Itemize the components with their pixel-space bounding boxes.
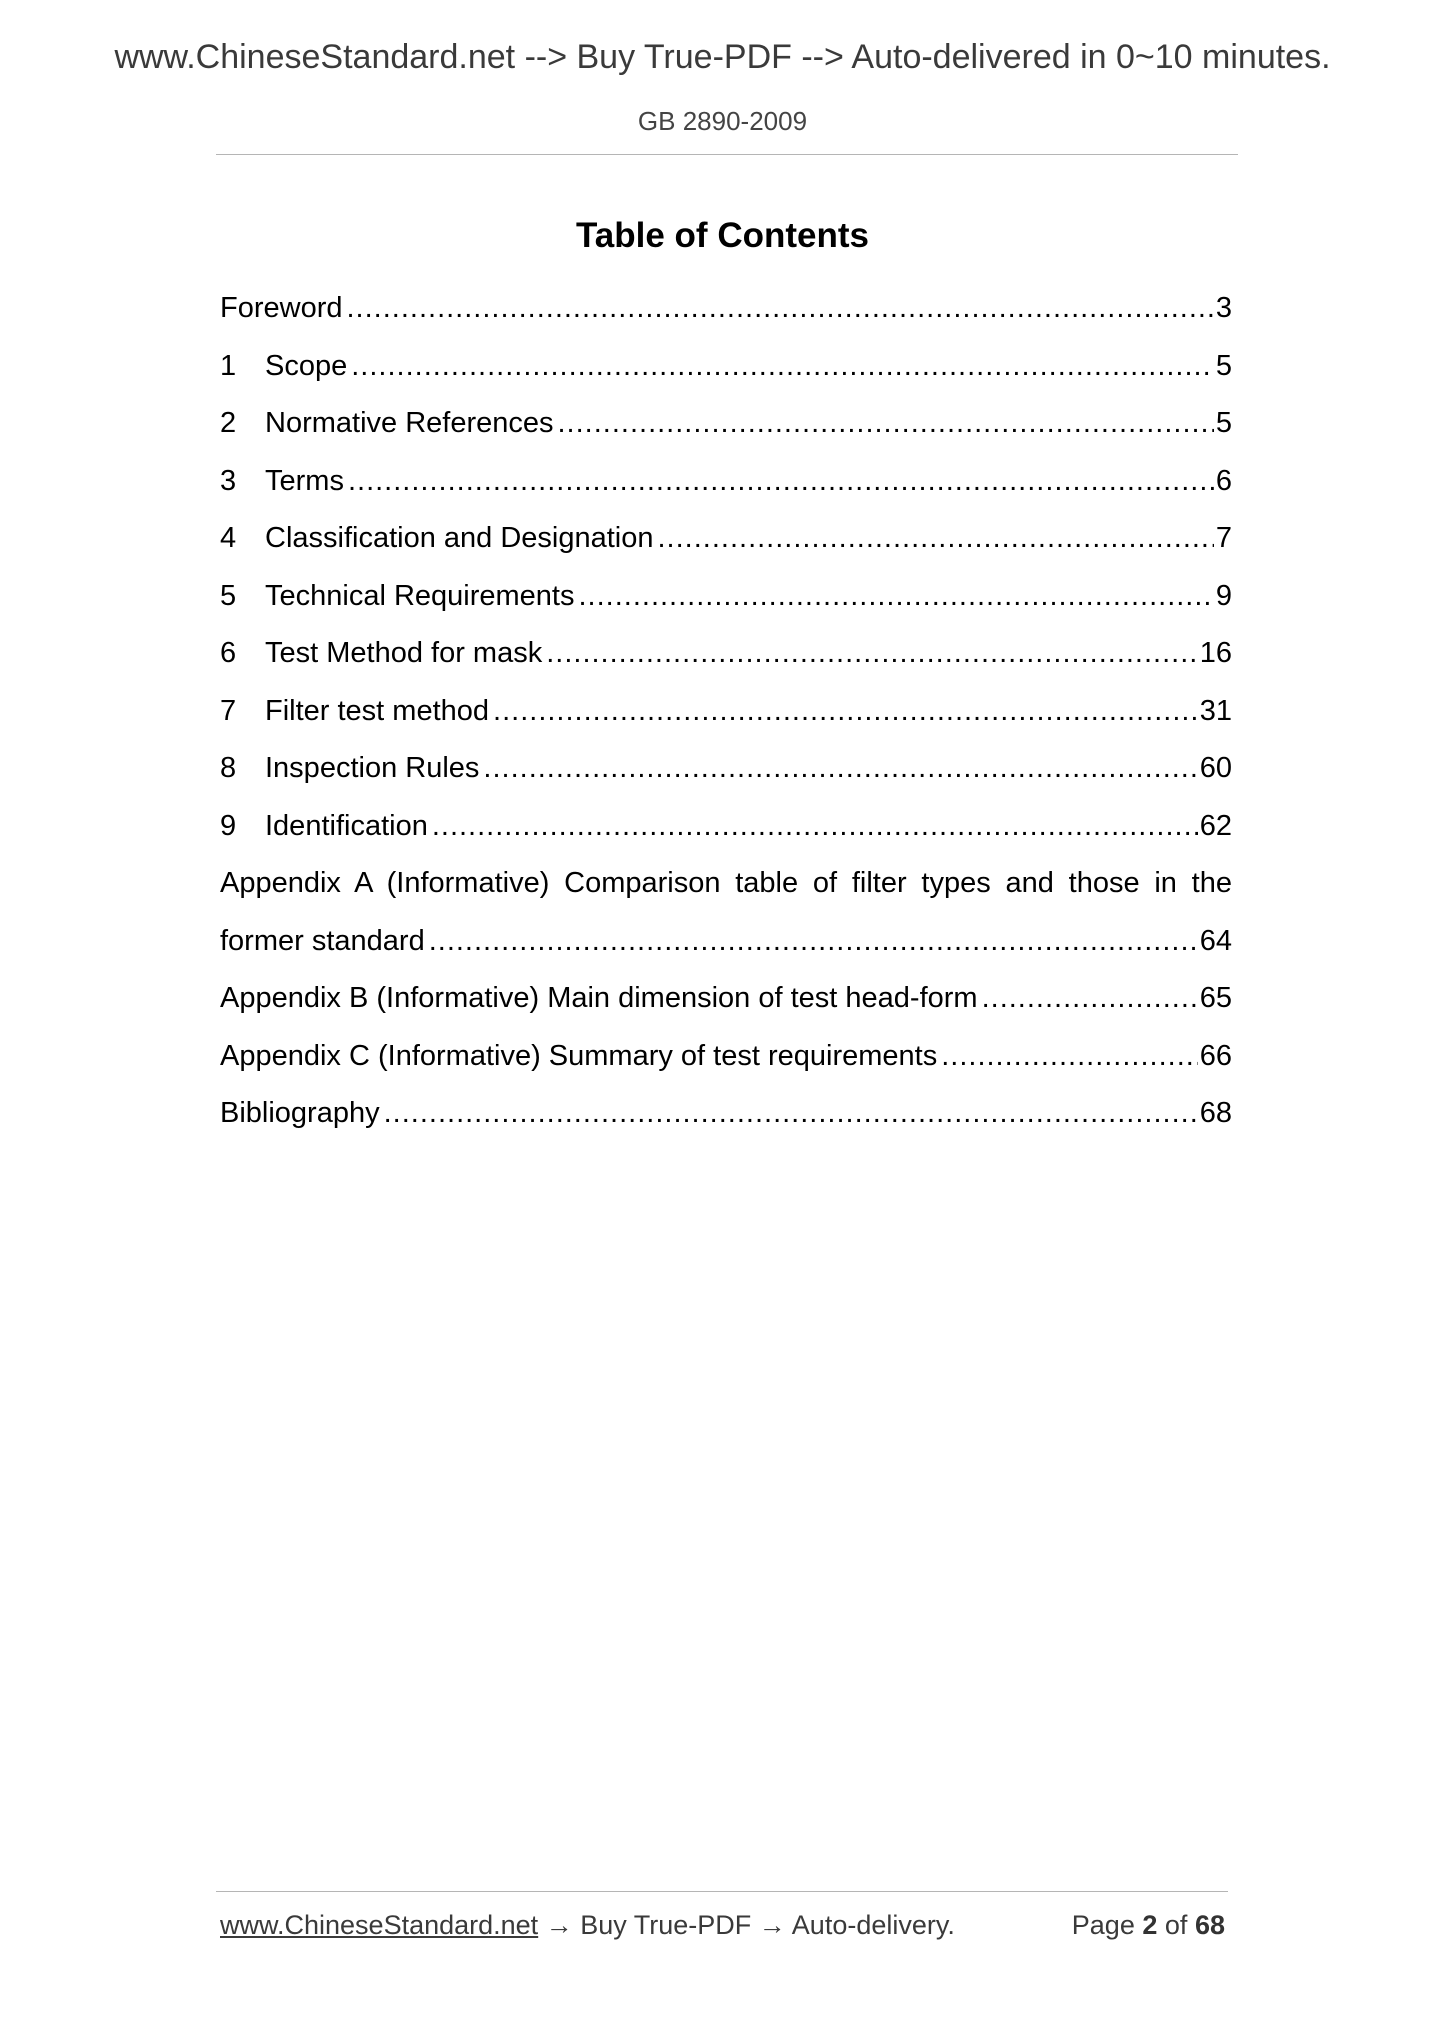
page-indicator: [1072, 1910, 1225, 1941]
toc-entry-label: Inspection Rules: [265, 752, 480, 784]
toc-leader-dots: [429, 913, 1198, 971]
toc-entry-number: 9: [220, 809, 237, 842]
toc-leader-dots: [493, 683, 1198, 741]
toc-entry-page: 31: [1199, 694, 1232, 727]
toc-leader-dots: [351, 338, 1214, 396]
toc-leader-dots: [982, 970, 1198, 1028]
footer-delivery-text: Auto-delivery.: [791, 1910, 955, 1940]
toc-title: Table of Contents: [576, 216, 869, 255]
toc-entry-filter-test-method[interactable]: [220, 683, 1232, 741]
toc-entry-label: Normative References: [265, 407, 554, 439]
footer-divider: [216, 1891, 1228, 1892]
toc-entry-appendix-b[interactable]: [220, 970, 1232, 1028]
toc-entry-technical-requirements[interactable]: [220, 568, 1232, 626]
toc-entry-inspection-rules[interactable]: [220, 740, 1232, 798]
toc-entry-label: Filter test method: [265, 694, 490, 727]
toc-entry-test-method-mask[interactable]: [220, 625, 1232, 683]
footer-buy-text: Buy True-PDF: [580, 1910, 752, 1940]
footer-site-link[interactable]: www.ChineseStandard.net: [220, 1910, 539, 1940]
toc-entry-identification[interactable]: [220, 798, 1232, 856]
toc-entry-label: former standard: [220, 924, 425, 957]
toc-entry-appendix-c[interactable]: [220, 1028, 1232, 1086]
toc-entry-appendix-a[interactable]: [220, 913, 1232, 971]
toc-entry-label: Scope: [265, 349, 348, 382]
toc-entry-number: 6: [220, 637, 237, 669]
table-of-contents: [220, 280, 1232, 1143]
toc-entry-page: 60: [1199, 752, 1232, 784]
toc-leader-dots: [347, 280, 1214, 338]
header-divider: [216, 154, 1238, 155]
toc-entry-page: 5: [1215, 349, 1232, 382]
toc-entry-label: Appendix B (Informative) Main dimension of test head-form: [220, 982, 978, 1014]
toc-leader-dots: [658, 510, 1214, 568]
of-word: of: [1164, 1910, 1188, 1940]
toc-leader-dots: [348, 453, 1214, 511]
page-footer: [220, 1910, 1225, 1941]
toc-entry-number: 5: [220, 579, 237, 612]
toc-entry-page: 6: [1215, 464, 1232, 497]
toc-leader-dots: [483, 740, 1197, 798]
toc-entry-page: 3: [1215, 292, 1232, 324]
toc-entry-appendix-a-line1[interactable]: Appendix A (Informative) Comparison table of filter types and those in the: [220, 867, 1232, 899]
toc-entry-bibliography[interactable]: [220, 1085, 1232, 1143]
toc-entry-number: 7: [220, 694, 237, 727]
toc-entry-number: 3: [220, 464, 237, 497]
toc-entry-page: 5: [1215, 407, 1232, 439]
toc-entry-page: 7: [1215, 522, 1232, 554]
toc-entry-page: 68: [1199, 1097, 1232, 1129]
toc-leader-dots: [558, 395, 1214, 453]
toc-entry-terms[interactable]: [220, 453, 1232, 511]
toc-leader-dots: [384, 1085, 1198, 1143]
page-current: 2: [1142, 1910, 1158, 1940]
toc-entry-normative-references[interactable]: [220, 395, 1232, 453]
toc-entry-page: 16: [1199, 637, 1232, 669]
arrow-right-icon: →: [758, 1910, 786, 1940]
toc-entry-page: 62: [1199, 809, 1232, 842]
toc-entry-label: Technical Requirements: [265, 579, 575, 612]
toc-entry-number: 2: [220, 407, 237, 439]
toc-entry-label: Foreword: [220, 292, 343, 324]
toc-leader-dots: [578, 568, 1213, 626]
page-total: 68: [1194, 1910, 1225, 1940]
toc-entry-page: 65: [1199, 982, 1232, 1014]
toc-entry-classification[interactable]: [220, 510, 1232, 568]
document-code: GB 2890-2009: [637, 106, 808, 136]
toc-entry-number: 4: [220, 522, 237, 554]
page-word: Page: [1071, 1910, 1135, 1940]
toc-leader-dots: [941, 1028, 1198, 1086]
arrow-right-icon: →: [545, 1910, 573, 1940]
toc-entry-label: Bibliography: [220, 1097, 380, 1129]
toc-entry-page: 9: [1215, 579, 1232, 612]
toc-entry-label: Identification: [265, 809, 428, 842]
toc-entry-page: 64: [1199, 924, 1232, 957]
toc-leader-dots: [432, 798, 1198, 856]
toc-entry-label: Appendix C (Informative) Summary of test requirements: [220, 1039, 938, 1072]
toc-entry-label: Classification and Designation: [265, 522, 654, 554]
site-banner: www.ChineseStandard.net --> Buy True-PDF --> Auto-delivered in 0~10 minutes.: [114, 38, 1331, 76]
toc-entry-page: 66: [1199, 1039, 1232, 1072]
toc-entry-number: 8: [220, 752, 237, 784]
toc-entry-number: 1: [220, 349, 237, 382]
toc-entry-label: Terms: [265, 464, 344, 497]
toc-leader-dots: [546, 625, 1198, 683]
toc-entry-foreword[interactable]: [220, 280, 1232, 338]
toc-entry-scope[interactable]: [220, 338, 1232, 396]
toc-entry-label: Test Method for mask: [265, 637, 543, 669]
